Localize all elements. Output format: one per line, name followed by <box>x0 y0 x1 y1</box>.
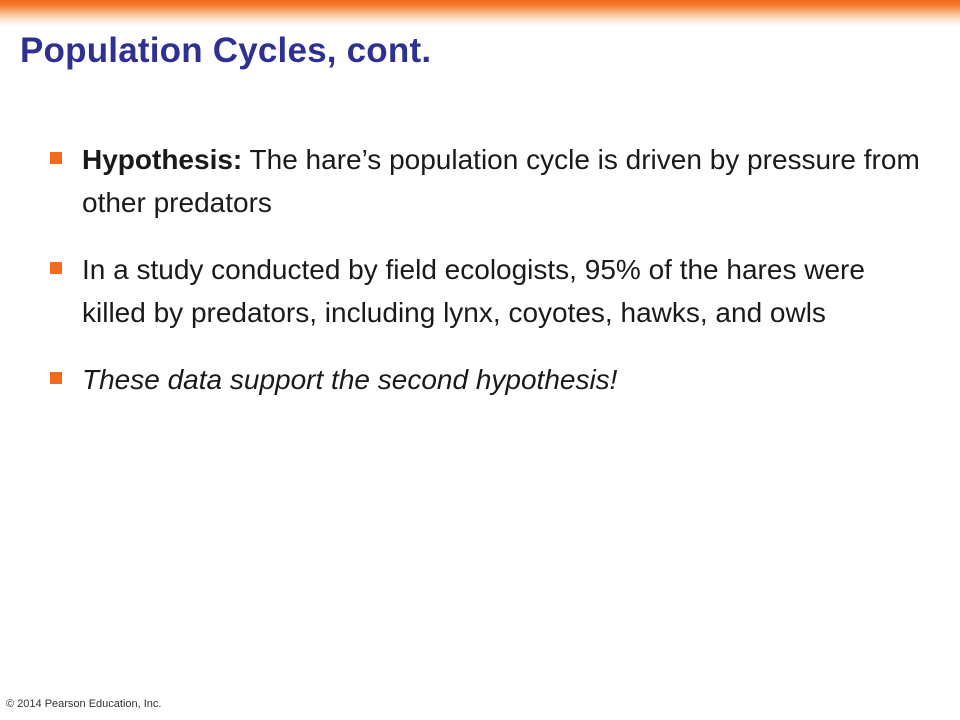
slide-title: Population Cycles, cont. <box>20 31 432 70</box>
square-bullet-icon <box>50 262 62 274</box>
bullet-study <box>50 248 920 334</box>
bullet-text: These data support the second hypothesis! <box>82 364 618 395</box>
top-accent-band <box>0 0 960 26</box>
copyright-notice: © 2014 Pearson Education, Inc. <box>6 698 162 710</box>
bullet-hypothesis <box>50 138 920 224</box>
bullet-lead-label: Hypothesis: <box>82 144 243 175</box>
bullet-list <box>50 138 920 401</box>
bullet-text: The hare’s population cycle is driven by pressure from other predators <box>82 144 920 218</box>
square-bullet-icon <box>50 372 62 384</box>
square-bullet-icon <box>50 152 62 164</box>
bullet-conclusion <box>50 358 920 401</box>
bullet-text: In a study conducted by field ecologists, 95% of the hares were killed by predators, including lynx, coyotes, hawks, and owls <box>82 254 865 328</box>
